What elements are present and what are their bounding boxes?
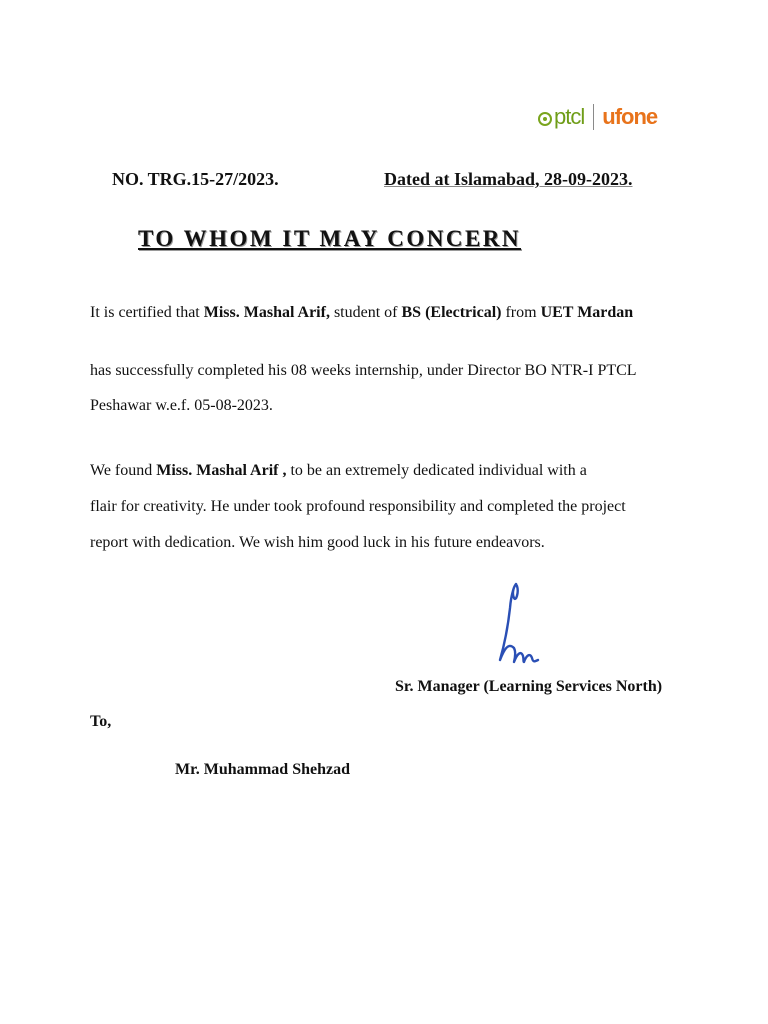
text-fragment: It is certified that bbox=[90, 304, 204, 321]
ptcl-logo-mark-icon bbox=[538, 112, 552, 126]
logo-divider bbox=[593, 104, 594, 130]
document-heading: TO WHOM IT MAY CONCERN bbox=[138, 226, 522, 251]
text-fragment: from bbox=[501, 304, 541, 321]
to-label: To, bbox=[90, 713, 112, 730]
company-logo bbox=[538, 100, 657, 134]
ptcl-logo-text: ptcl bbox=[554, 104, 585, 129]
assessment-line-1 bbox=[90, 462, 587, 480]
text-fragment: student of bbox=[329, 304, 402, 321]
recipient-name: Mr. Muhammad Shehzad bbox=[175, 761, 350, 778]
ufone-logo-text: ufone bbox=[602, 104, 658, 129]
date-line: Dated at Islamabad, 28-09-2023. bbox=[384, 169, 633, 189]
text-fragment: to be an extremely dedicated individual with a bbox=[286, 462, 587, 479]
degree-program: BS (Electrical) bbox=[401, 304, 502, 321]
certification-line bbox=[90, 304, 633, 322]
university-name: UET Mardan bbox=[540, 304, 634, 321]
internship-line-2: Peshawar w.e.f. 05-08-2023. bbox=[90, 397, 273, 414]
internship-line-1: has successfully completed his 08 weeks internship, under Director BO NTR-I PTCL bbox=[90, 362, 637, 379]
handwritten-signature bbox=[490, 578, 540, 668]
assessment-line-2: flair for creativity. He under took profound responsibility and completed the project bbox=[90, 498, 626, 515]
text-fragment: We found bbox=[90, 462, 157, 479]
reference-number: NO. TRG.15-27/2023. bbox=[112, 169, 279, 189]
student-name: Miss. Mashal Arif , bbox=[156, 462, 287, 479]
signatory-designation: Sr. Manager (Learning Services North) bbox=[395, 678, 663, 695]
assessment-line-3: report with dedication. We wish him good luck in his future endeavors. bbox=[90, 534, 545, 551]
student-name: Miss. Mashal Arif, bbox=[203, 304, 330, 321]
